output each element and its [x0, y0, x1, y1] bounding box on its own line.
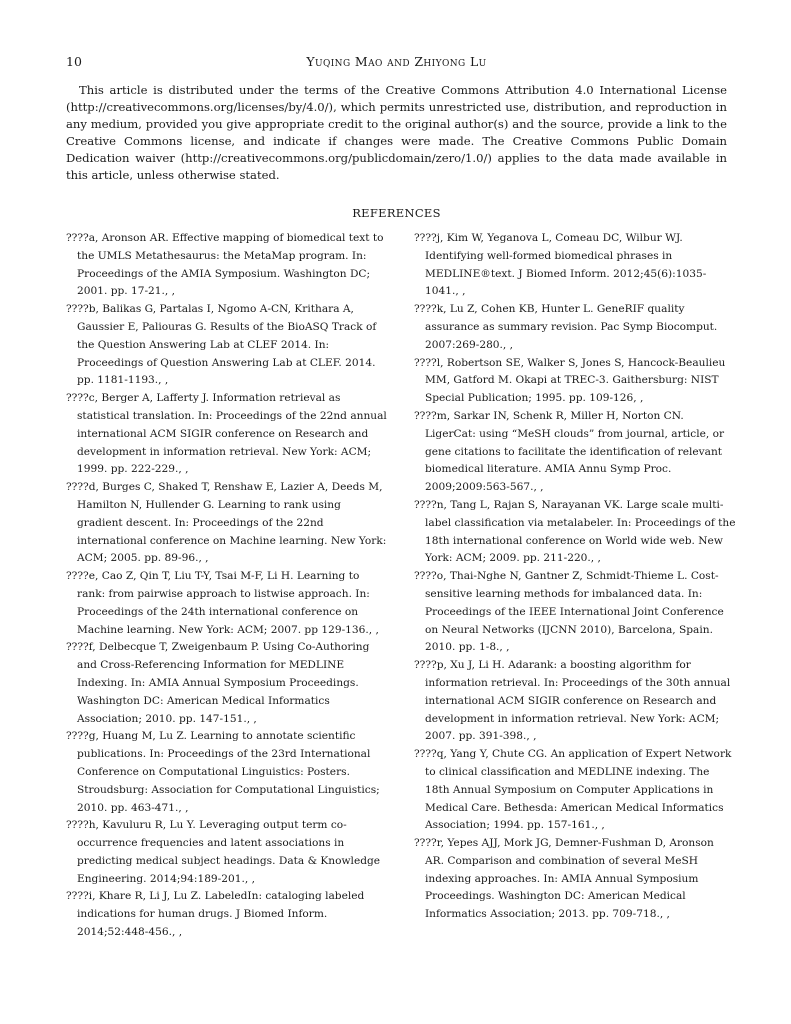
reference-entry: ????e, Cao Z, Qin T, Liu T-Y, Tsai M-F, Li H. Learning to rank: from pairwise approach to listwise approach. In: Proceedings of the 24th international conference on Machine learning. New York: ACM; 2007. pp 129-136., ,	[66, 570, 379, 636]
reference-entry: ????l, Robertson SE, Walker S, Jones S, Hancock-Beaulieu MM, Gatford M. Okapi at TREC-3. Gaithersburg: NIST Special Publication; 1995. pp. 109-126, ,	[414, 356, 726, 405]
reference-entry: ????j, Kim W, Yeganova L, Comeau DC, Wilbur WJ. Identifying well-formed biomedical phrases in MEDLINE®text. J Biomed Inform. 2012;45(6):1035-1041., ,	[414, 232, 707, 298]
running-head-authors: Yuqing Mao and Zhiyong Lu	[306, 54, 487, 69]
reference-entry: ????a, Aronson AR. Effective mapping of biomedical text to the UMLS Metathesaurus: the MetaMap program. In: Proceedings of the AMIA Symposium. Washington DC; 2001. pp. 17-21., ,	[66, 232, 384, 298]
reference-entry: ????d, Burges C, Shaked T, Renshaw E, Lazier A, Deeds M, Hamilton N, Hullender G. Learning to rank using gradient descent. In: Proceedings of the 22nd international conference on Machine learning. New York: ACM; 2005. pp. 89-96., ,	[66, 481, 387, 565]
reference-entry: ????k, Lu Z, Cohen KB, Hunter L. GeneRIF quality assurance as summary revision. Pac Symp Biocomput. 2007:269-280., ,	[414, 303, 718, 351]
reference-entry: ????f, Delbecque T, Zweigenbaum P. Using Co-Authoring and Cross-Referencing Information for MEDLINE Indexing. In: AMIA Annual Symposium Proceedings. Washington DC: American Medical Informatics Association; 2010. pp. 147-151., ,	[66, 641, 370, 725]
reference-entry: ????i, Khare R, Li J, Lu Z. LabeledIn: cataloging labeled indications for human drugs. J Biomed Inform. 2014;52:448-456., ,	[66, 890, 365, 939]
license-paragraph: This article is distributed under the terms of the Creative Commons Attribution 4.0 International License (http://creativecommons.org/licenses/by/4.0/), which permits unrestricted use, distribution, and reproduction in any medium, provided you give appropriate credit to the original author(s) and the source, provide a link to the Creative Commons license, and indicate if changes were made. The Creative Commons Public Domain Dedication waiver (http://creativecommons.org/publicdomain/zero/1.0/) applies to the data made available in this article, unless otherwise stated.	[66, 83, 727, 182]
reference-entry: ????r, Yepes AJJ, Mork JG, Demner-Fushman D, Aronson AR. Comparison and combination of several MeSH indexing approaches. In: AMIA Annual Symposium Proceedings. Washington DC: American Medical Informatics Association; 2013. pp. 709-718., ,	[414, 837, 714, 921]
reference-entry: ????q, Yang Y, Chute CG. An application of Expert Network to clinical classification and MEDLINE indexing. The 18th Annual Symposium on Computer Applications in Medical Care. Bethesda: American Medical Informatics Association; 1994. pp. 157-161., ,	[414, 748, 732, 832]
reference-entry: ????g, Huang M, Lu Z. Learning to annotate scientific publications. In: Proceedings of the 23rd International Conference on Computational Linguistics: Posters. Stroudsburg: Association for Computational Linguistics; 2010. pp. 463-471., ,	[66, 730, 380, 814]
reference-entry: ????c, Berger A, Lafferty J. Information retrieval as statistical translation. In: Proceedings of the 22nd annual international ACM SIGIR conference on Research and development in information retrieval. New York: ACM; 1999. pp. 222-229., ,	[66, 392, 387, 476]
reference-entry: ????m, Sarkar IN, Schenk R, Miller H, Norton CN. LigerCat: using “MeSH clouds” from journal, article, or gene citations to facilitate the identification of relevant biomedical literature. AMIA Annu Symp Proc. 2009;2009:563-567., ,	[414, 409, 725, 494]
reference-entry: ????b, Balikas G, Partalas I, Ngomo A-CN, Krithara A, Gaussier E, Paliouras G. Results of the BioASQ Track of the Question Answering Lab at CLEF 2014. In: Proceedings of Question Answering Lab at CLEF. 2014. pp. 1181-1193., ,	[66, 303, 377, 387]
reference-entry: ????h, Kavuluru R, Lu Y. Leveraging output term co-occurrence frequencies and latent associations in predicting medical subject headings. Data & Knowledge Engineering. 2014;94:189-201., ,	[66, 819, 381, 885]
references-left-column	[66, 230, 388, 942]
reference-entry: ????n, Tang L, Rajan S, Narayanan VK. Large scale multi-label classification via metalabeler. In: Proceedings of the 18th international conference on World wide web. New York: ACM; 2009. pp. 211-220., ,	[414, 498, 736, 565]
reference-entry: ????p, Xu J, Li H. Adarank: a boosting algorithm for information retrieval. In: Proceedings of the 30th annual international ACM SIGIR conference on Research and development in information retrieval. New York: ACM; 2007. pp. 391-398., ,	[414, 659, 731, 743]
page-number: 10	[66, 54, 82, 69]
references-right-column	[414, 230, 736, 924]
reference-entry: ????o, Thai-Nghe N, Gantner Z, Schmidt-Thieme L. Cost-sensitive learning methods for imbalanced data. In: Proceedings of the IEEE International Joint Conference on Neural Networks (IJCNN 2010), Barcelona, Spain. 2010. pp. 1-8., ,	[414, 570, 724, 654]
running-head	[66, 54, 727, 72]
references-heading: REFERENCES	[352, 206, 441, 220]
